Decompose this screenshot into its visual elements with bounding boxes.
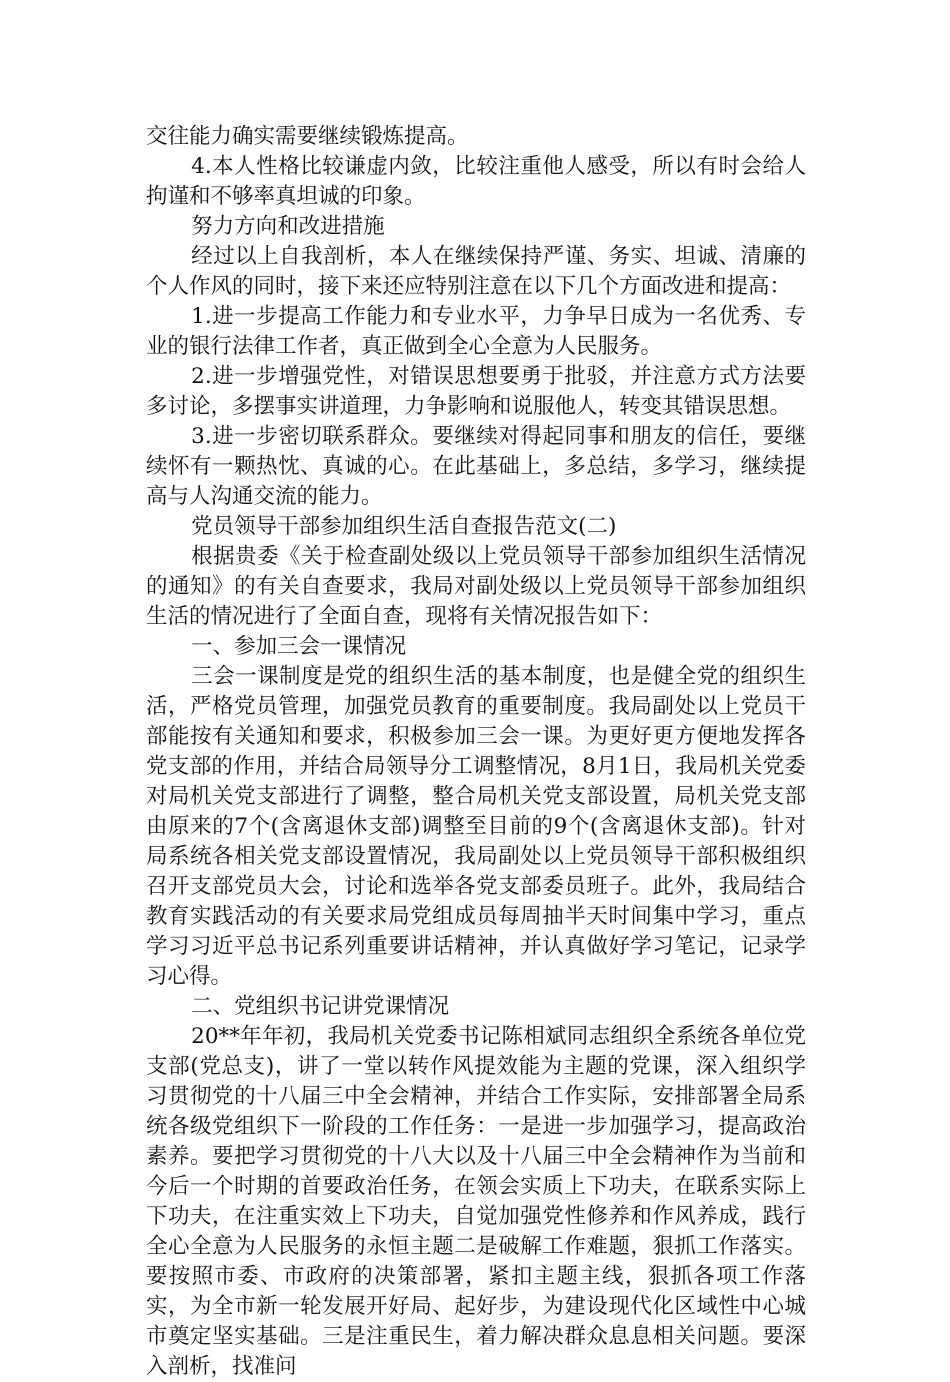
section-heading: 努力方向和改进措施 — [191, 214, 385, 239]
paragraph: 20**年年初，我局机关党委书记陈相斌同志组织全系统各单位党支部(党总支)，讲了一堂以转作风提效能为主题的党课，深入组织学习贯彻党的十八届三中全会精神，并结合工作实际，安排部署全局系统各级党组织下一阶段的工作任务：一是进一步加强学习，提高政治素养。要把学习贯彻党的十八大以及十八届三中全会精神作为当前和今后一个时期的首要政治任务，在领会实质上下功夫，在联系实际上下功夫，在注重实效上下功夫，自觉加强党性修养和作风养成，践行全心全意为人民服务的永恒主题二是破解工作难题，狠抓工作落实。要按照市委、市政府的决策部署，紧扣主题主线，狠抓各项工作落实，为全市新一轮发展开好局、起好步，为建设现代化区域性中心城市奠定坚实基础。三是注重民生，着力解决群众息息相关问题。要深入剖析，找准问 — [146, 1024, 806, 1379]
paragraph: 三会一课制度是党的组织生活的基本制度，也是健全党的组织生活，严格党员管理，加强党员教育的重要制度。我局副处以上党员干部能按有关通知和要求，积极参加三会一课。为更好更方便地发挥各党支部的作用，并结合局领导分工调整情况，8月1日，我局机关党委对局机关党支部进行了调整，整合局机关党支部设置，局机关党支部由原来的7个(含离退休支部)调整至目前的9个(含离退休支部)。针对局系统各相关党支部设置情况，我局副处以上党员领导干部积极组织召开支部党员大会，讨论和选举各党支部委员班子。此外，我局结合教育实践活动的有关要求局党组成员每周抽半天时间集中学习，重点学习习近平总书记系列重要讲话精神，并认真做好学习笔记，记录学习心得。 — [146, 664, 806, 989]
paragraph: 4.本人性格比较谦虚内敛，比较注重他人感受，所以有时会给人拘谨和不够率真坦诚的印象。 — [146, 154, 806, 209]
paragraph: 1.进一步提高工作能力和专业水平，力争早日成为一名优秀、专业的银行法律工作者，真正做到全心全意为人民服务。 — [146, 304, 806, 359]
document-page — [146, 122, 806, 1382]
paragraph: 经过以上自我剖析，本人在继续保持严谨、务实、坦诚、清廉的个人作风的同时，接下来还应特别注意在以下几个方面改进和提高： — [146, 244, 806, 299]
paragraph: 2.进一步增强党性，对错误思想要勇于批驳，并注意方式方法要多讨论，多摆事实讲道理，力争影响和说服他人，转变其错误思想。 — [146, 364, 806, 419]
section-heading: 二、党组织书记讲党课情况 — [191, 994, 450, 1019]
paragraph: 根据贵委《关于检查副处级以上党员领导干部参加组织生活情况的通知》的有关自查要求，我局对副处级以上党员领导干部参加组织生活的情况进行了全面自查，现将有关情况报告如下： — [146, 544, 806, 629]
document-subtitle: 党员领导干部参加组织生活自查报告范文(二) — [191, 514, 617, 539]
paragraph: 3.进一步密切联系群众。要继续对得起同事和朋友的信任，要继续怀有一颗热忱、真诚的心。在此基础上，多总结，多学习，继续提高与人沟通交流的能力。 — [146, 424, 806, 509]
paragraph: 交往能力确实需要继续锻炼提高。 — [146, 124, 469, 149]
section-heading: 一、参加三会一课情况 — [191, 634, 407, 659]
